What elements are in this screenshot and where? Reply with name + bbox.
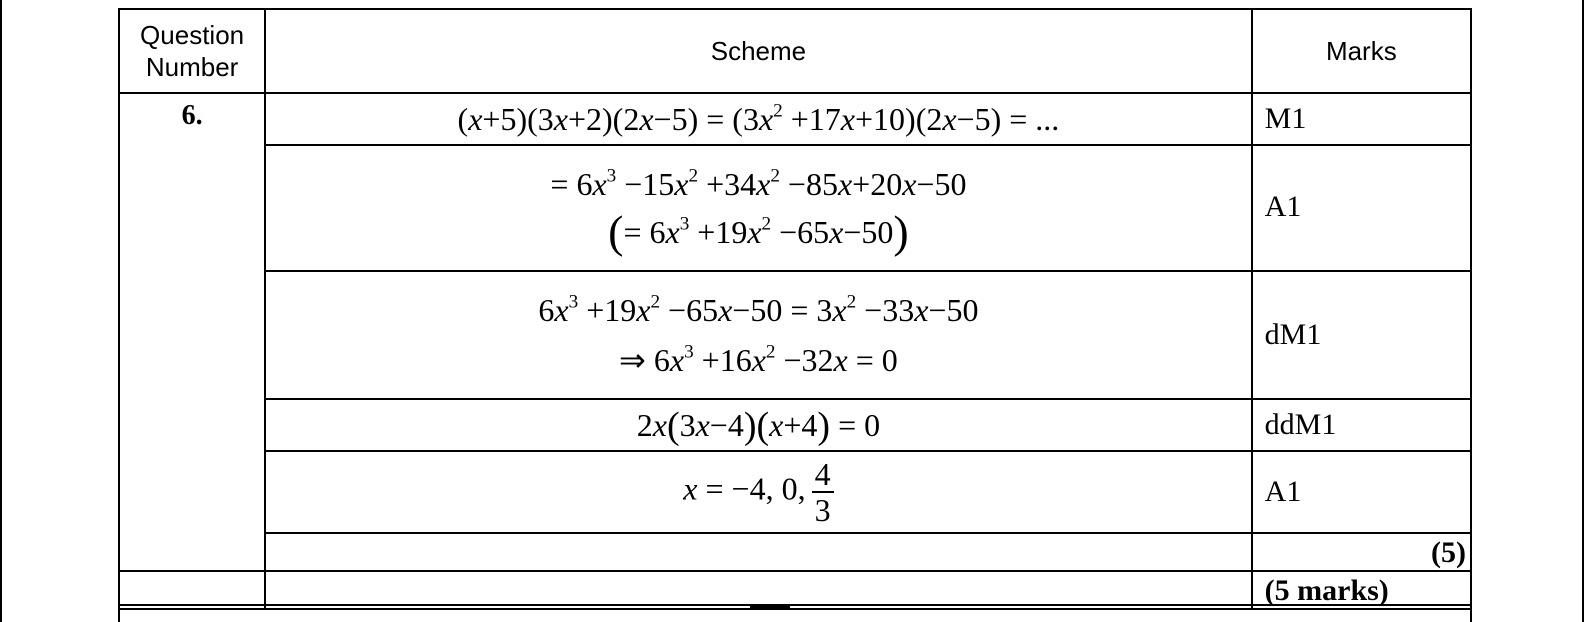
scheme-line: x = −4, 0, $\frac{4}{3}$ [266, 457, 1250, 527]
table-row [119, 93, 1471, 145]
table-row [119, 451, 1471, 533]
page-edge-left [0, 0, 2, 622]
mark-cell: ddM1 [1252, 399, 1471, 451]
scheme-step-4 [265, 399, 1251, 451]
header-row [119, 9, 1471, 93]
scheme-line: (= $6x^3 +19x^2 -65x-50$) [608, 206, 909, 257]
question-number-header-text: Question Number [140, 20, 245, 82]
fraction: $\frac{4}{3}$ [812, 457, 834, 527]
page-edge-right [1582, 0, 1584, 622]
scheme-line: = $6x^3 -15x^2 +34x^2 -85x+20x-50$ [550, 165, 967, 202]
scheme-line: $6x^3 +19x^2 -65x-50 = 3x^2 -33x-50$ [538, 291, 979, 328]
mark-cell: dM1 [1252, 271, 1471, 399]
scheme-line: $(x+5)(3x+2)(2x-5) = (3x^2 +17x+10)(2x-5)$ = ... [457, 100, 1060, 137]
scheme-line: ⇒ $6x^3 +16x^2 -32x = 0$ [619, 341, 898, 378]
mark-cell: A1 [1252, 145, 1471, 271]
table-row [119, 399, 1471, 451]
subtotal-mark: (5) [1252, 533, 1471, 571]
scheme-step-3 [265, 271, 1251, 399]
empty-scheme-cell [265, 533, 1251, 571]
total-marks: (5 marks) [1252, 571, 1471, 609]
mark-cell: A1 [1252, 451, 1471, 533]
mark-scheme-table [118, 8, 1472, 610]
question-number: 6. [119, 93, 265, 571]
mark-cell: M1 [1252, 93, 1471, 145]
page-number-fragment [750, 606, 790, 615]
scheme-header: Scheme [265, 9, 1251, 93]
scheme-step-1 [265, 93, 1251, 145]
table-row [119, 271, 1471, 399]
table-row [119, 145, 1471, 271]
scheme-step-5 [265, 451, 1251, 533]
next-table-top-edge [118, 604, 1472, 622]
subtotal-row [119, 533, 1471, 571]
question-number-header [119, 9, 265, 93]
marks-header: Marks [1252, 9, 1471, 93]
scheme-line: 2x(3x−4)(x+4) = 0 [636, 404, 881, 447]
scheme-step-2 [265, 145, 1251, 271]
